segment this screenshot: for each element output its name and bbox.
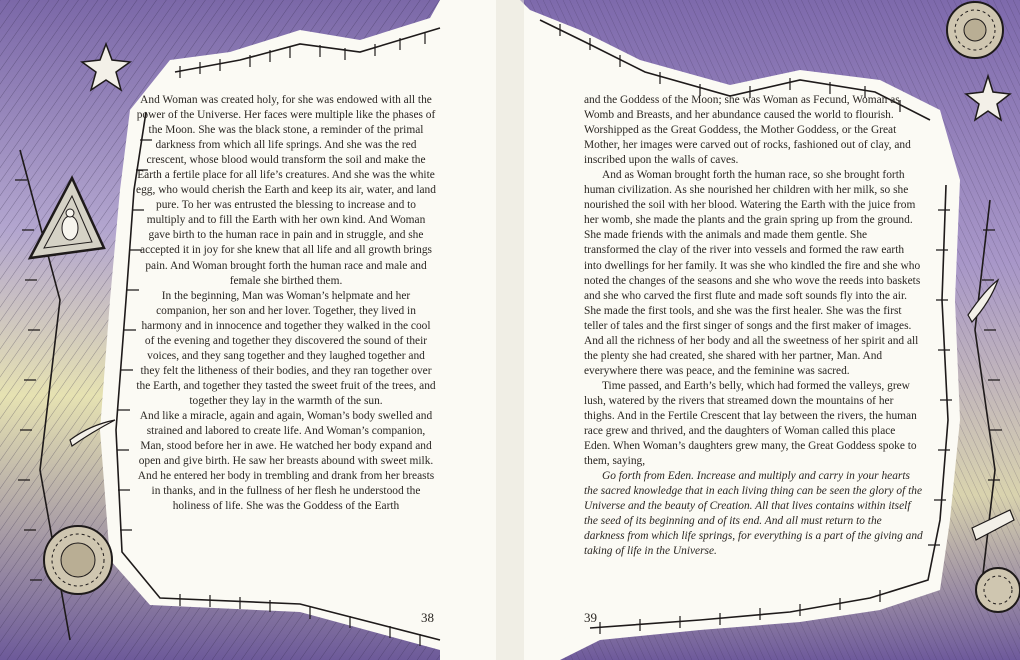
paragraph: and the Goddess of the Moon; she was Woman as Fecund, Woman as Womb and Breasts, and her abundance caused the world to flourish. Worshipped as the Great Goddess, the Mother Goddess, or the Great Mother, her images were carved out of rocks, fashioned out of clay, and inscribed upon the walls of caves. <box>584 94 911 167</box>
quotation-paragraph: Go forth from Eden. Increase and multiply and carry in your hearts the sacred knowledge that in each living thing can be seen the glory of the Universe and the beauty of Creation. All that lives contains within itself the seed of its beginning and of its end. And all must return to the darkness from which life springs, for everything is a part of the giving and taking of life in the Universe. <box>584 470 923 558</box>
paragraph: And as Woman brought forth the human race, so she brought forth human civilization. As she nourished her children with her milk, so she nourished the soil with her blood. Watering the Earth with the juice from her womb, she made the plants and the grain spring up from the ground. She made friends with the animals and made them gentle. She transformed the clay of the river into vessels and formed the raw earth into dwellings for her family. It was she who kindled the fire and she who noted the changes of the seasons and she who wove the reeds into baskets and she who carved the first flute and made soft sounds fly into the air. She made the first tools, and she was the first healer. She was the first teller of tales and the first singer of songs and the first maker of images. And all the richness of her body and all the sweetness of her spirit and all the plenty she had created, she shared with her partner, Man. And everywhere there was peace, and the feminine was sacred. <box>584 169 921 377</box>
page-number-left: 38 <box>421 610 434 625</box>
paragraph: Time passed, and Earth’s belly, which had formed the valleys, grew lush, watered by the rivers that streamed down the mountains of her thighs. And in the Fertile Crescent that lay between the rivers, the human race grew and thrived, and the daughters of Woman called this place Eden. When Woman’s daughters grew many, the Great Goddess spoke to them, saying, <box>584 379 917 468</box>
page-number-right: 39 <box>584 610 597 625</box>
left-page-body <box>136 93 436 514</box>
book-spine <box>496 0 524 660</box>
seal-disc-icon <box>976 568 1020 612</box>
right-page-body <box>584 93 924 559</box>
seal-disc-icon <box>44 526 112 594</box>
paragraph: And Woman was created holy, for she was endowed with all the power of the Universe. Her faces were multiple like the phases of the Moon. She was the black stone, a reminder of the primal darkness from which all life springs. And she was the red crescent, whose blood would transform the soil and make the Earth a fertile place for all life’s creatures. And she was the white egg, who would cherish the Earth and keep its air, water, and land pure. To her was entrusted the blessing to increase and to multiply and to fill the Earth with her own kind. And Woman gave birth to the human race in pain and in struggle, and she accepted it in joy for she knew that all life and all growth brings pain. And Woman brought forth the human race and male and female she birthed them. <box>136 94 436 287</box>
seal-disc-icon <box>947 2 1003 58</box>
paragraph: And like a miracle, again and again, Woman’s body swelled and strained and labored to create life. And Woman’s companion, Man, stood before her in awe. He watched her body expand and open and give birth. He saw her breasts abound with sweet milk. And he entered her body in trembling and drank from her breasts in thanks, and in the fullness of her flesh he understood the holiness of life. She was the Goddess of the Earth <box>137 409 435 513</box>
paragraph: In the beginning, Man was Woman’s helpmate and her companion, her son and her lover. Together, they lived in harmony and in innocence and together they walked in the cool of the evening and together they discovered the sound of their voices, and they sang together and they laughed together and they felt the litheness of their bodies, and they ran together over the Earth, and together they tasted the sweet fruit of the trees, and together they lay in the warmth of the sun. <box>136 289 436 407</box>
